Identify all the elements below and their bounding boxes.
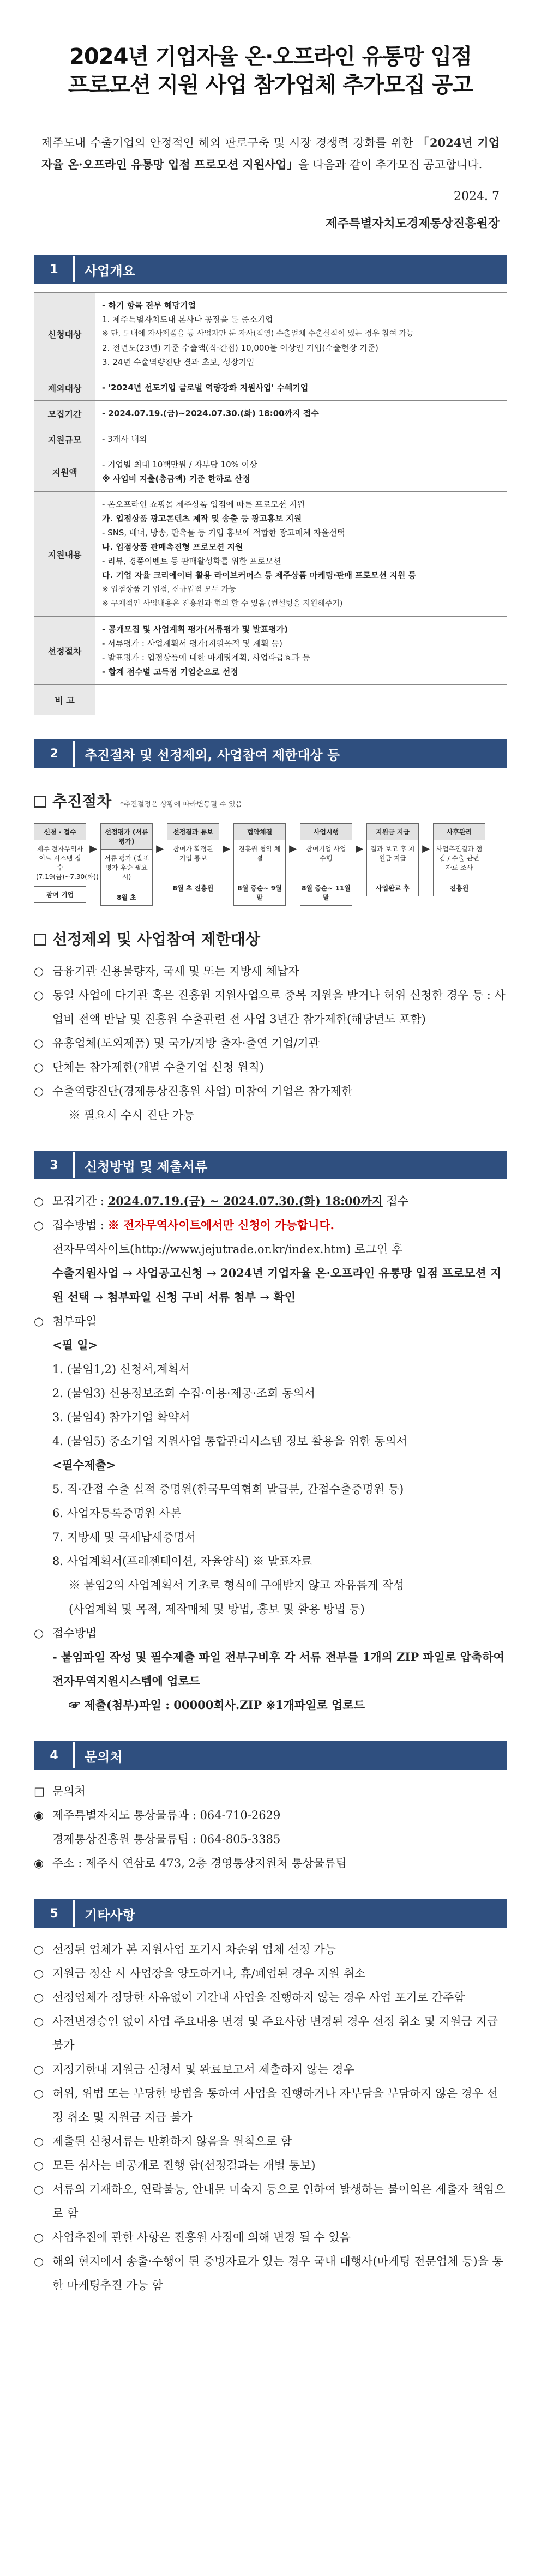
table-row (34, 293, 507, 375)
row-label: 지원액 (34, 452, 95, 492)
application-list (34, 1189, 507, 1717)
circle-bullet-icon: ○ (34, 2231, 44, 2244)
row-line: - 공개모집 및 사업계획 평가(서류평가 및 발표평가) (102, 624, 288, 634)
row-line: 나. 입점상품 판매촉진형 프로모션 지원 (102, 542, 243, 552)
list-item: 2. (붙임3) 신용정보조회 수집·이용·제공·조회 동의서 (52, 1387, 315, 1400)
contact-heading: 문의처 (52, 1785, 86, 1798)
list-item (34, 2057, 507, 2081)
misc-list (34, 1937, 507, 2297)
list-item (34, 1031, 507, 1055)
row-label: 제외대상 (34, 375, 95, 401)
procedure-note: *추진절정은 상황에 따라변동될 수 있음 (120, 801, 243, 809)
arrow-right-icon: ▶ (356, 843, 363, 854)
list-item-text: 제주특별자치도 통상물류과 : 064-710-2629 (52, 1809, 281, 1822)
title-line-1: 2024년 기업자율 온·오프라인 유통망 입점 (69, 44, 472, 69)
list-item (34, 2249, 507, 2297)
row-line: - SNS, 배너, 방송, 판촉물 등 기업 홍보에 적합한 광고매체 자율선택 (102, 528, 345, 538)
row-line: 3. 24년 수출역량진단 결과 초보, 성장기업 (102, 357, 255, 367)
flow-step-foot: 8월 중순~ 11월 말 (300, 880, 352, 905)
section-2-title: 추진절차 및 선정제외, 사업참여 제한대상 등 (73, 741, 506, 767)
flow-step-body: 사업추진결과 점검 / 수출 관련 자료 조사 (436, 845, 483, 871)
list-item (34, 1079, 507, 1103)
row-label: 지원내용 (34, 492, 95, 617)
restriction-title: 선정제외 및 사업참여 제한대상 (52, 930, 260, 948)
table-row (34, 375, 507, 401)
row-value (95, 375, 507, 401)
list-item-text: 수출역량진단(경제통상진흥원 사업) 미참여 기업은 참가제한 (52, 1085, 353, 1098)
flow-step-body: 제주 전자무역사이트 시스템 접수 (7.19(금)~7.30(화)) (36, 845, 99, 881)
flow-step (34, 823, 99, 903)
circle-bullet-icon: ○ (34, 965, 44, 978)
arrow-right-icon: ▶ (289, 843, 297, 854)
zip-line: ☞ 제출(첨부)파일 : 00000회사.ZIP ※1개파일로 업로드 (69, 1698, 365, 1712)
flow-step (233, 823, 286, 906)
flow-step-head: 선정결과 통보 (167, 824, 219, 840)
circle-bullet-icon: ○ (34, 1943, 44, 1956)
list-item-text: 단체는 참가제한(개별 수출기업 신청 원칙) (52, 1061, 264, 1074)
row-label: 모집기간 (34, 401, 95, 426)
flow-step-foot: 8월 중순~ 9월 말 (234, 880, 285, 905)
circle-bullet-icon: ○ (34, 1037, 44, 1050)
circle-bullet-icon: ○ (34, 2087, 44, 2100)
list-item (34, 1055, 507, 1079)
row-label: 선정절차 (34, 617, 95, 685)
circle-bullet-icon: ○ (34, 2255, 44, 2268)
table-row (34, 685, 507, 715)
list-item-text: 해외 현지에서 송출·수행이 된 증빙자료가 있는 경우 국내 대행사(마케팅 전문업체 등)을 통한 마케팅추진 가능 함 (52, 2255, 503, 2292)
submit-line: - 붙임파일 작성 및 필수제출 파일 전부구비후 각 서류 전부를 1개의 ZIP 파일로 압축하여 전자무역지원시스템에 업로드 (52, 1650, 504, 1688)
procedure-title: 추진절차 (52, 792, 112, 810)
row-label: 비 고 (34, 685, 95, 715)
list-item (34, 1213, 507, 1237)
list-item-text: 허위, 위법 또는 부당한 방법을 통하여 사업을 진행하거나 자부담을 부담하지 않은 경우 선정 취소 및 지원금 지급 불가 (52, 2087, 498, 2124)
list-item-text (52, 1213, 334, 1237)
list-item-text: 지정기한내 지원금 신청서 및 완료보고서 제출하지 않는 경우 (52, 2063, 354, 2076)
section-3-number: 3 (35, 1152, 73, 1178)
flow-step (300, 823, 352, 906)
flow-step-foot: 8월 초 진흥원 (167, 880, 219, 896)
list-item-text: 사전변경승인 없이 사업 주요내용 변경 및 주요사항 변경된 경우 선정 취소 및 지원금 지급 불가 (52, 2015, 498, 2052)
row-line: - 리뷰, 경품이벤트 등 판매활성화를 위한 프로모션 (102, 556, 281, 566)
circle-bullet-icon: ○ (34, 1219, 44, 1232)
flow-step (167, 823, 219, 896)
list-item (34, 1621, 507, 1645)
list-note: ※ 필요시 수시 진단 가능 (69, 1109, 195, 1122)
notice-title (34, 0, 507, 99)
circle-bullet-icon: ○ (34, 2063, 44, 2076)
section-5-header (34, 1899, 507, 1928)
table-row (34, 426, 507, 452)
list-item (34, 1985, 507, 2009)
overview-table (34, 292, 507, 715)
list-item (34, 1937, 507, 1961)
circle-bullet-icon: ○ (34, 1085, 44, 1098)
flow-step-foot: 사업완료 후 (367, 880, 418, 896)
flow-step-head: 사업시행 (300, 824, 352, 840)
section-1-header (34, 255, 507, 284)
list-item: 1. (붙임1,2) 신청서,계획서 (52, 1363, 190, 1376)
arrow-right-icon: ▶ (422, 843, 430, 854)
arrow-right-icon: ▶ (156, 843, 164, 854)
list-item-text: 선정업체가 정당한 사유없이 기간내 사업을 진행하지 않는 경우 사업 포기로 간주함 (52, 1991, 465, 2004)
list-item (34, 2129, 507, 2153)
section-2-header (34, 739, 507, 768)
flow-step-body: 참여기업 사업 수행 (306, 845, 346, 862)
row-label: 신청대상 (34, 293, 95, 375)
list-item (34, 2081, 507, 2129)
list-item-text: 모든 심사는 비공개로 진행 함(선정결과는 개별 통보) (52, 2159, 316, 2172)
intro-text-1: 제주도내 수출기업의 안정적인 해외 판로구축 및 시장 경쟁력 강화를 위한 (41, 136, 418, 149)
flow-step-body: 서류 평가 (발표평가 후순 필요 시) (104, 854, 149, 881)
circle-bullet-icon: ○ (34, 1061, 44, 1074)
row-value (95, 617, 507, 685)
list-item-text: 선정된 업체가 본 지원사업 포기시 차순위 업체 선정 가능 (52, 1943, 336, 1956)
flow-step-foot: 8월 초 (101, 889, 152, 905)
contact-list (34, 1779, 507, 1875)
list-note: ※ 붙임2의 사업계획서 기초로 형식에 구애받지 않고 자유롭게 작성 (69, 1579, 405, 1592)
list-item: 3. (붙임4) 참가기업 확약서 (52, 1411, 190, 1424)
list-item (34, 1189, 507, 1213)
section-1-number: 1 (35, 256, 73, 282)
flow-step-body: 참여가 확정된 기업 통보 (173, 845, 213, 862)
period-value: 2024.07.19.(금) ~ 2024.07.30.(화) 18:00까지 (107, 1194, 383, 1208)
site-line: 전자무역사이트(http://www.jejutrade.or.kr/index.htm) 로그인 후 (52, 1243, 402, 1256)
procedure-heading (34, 790, 507, 811)
list-item-text: 유흥업체(도외제품) 및 국가/지방 출자·출연 기업/기관 (52, 1037, 320, 1050)
list-item (34, 2177, 507, 2225)
row-line: 2. 전년도(23년) 기준 수출액(직·간접) 10,000불 이상인 기업(수출현장 기준) (102, 343, 378, 353)
section-4-title: 문의처 (73, 1742, 506, 1768)
list-item: 7. 지방세 및 국세납세증명서 (52, 1531, 196, 1544)
row-line: ※ 입점상품 기 업점, 신규입점 모두 가능 (102, 585, 236, 594)
section-4-header (34, 1741, 507, 1770)
flow-step-head: 지원금 지급 (367, 824, 418, 840)
row-line: - 발표평가 : 입점상품에 대한 마케팅계획, 사업파급효과 등 (102, 653, 310, 663)
circle-bullet-icon: ○ (34, 1627, 44, 1640)
row-line: ※ 단, 도내에 자사제품을 등 사업자만 둔 자사(직영) 수출업체 수출실적이 있는 경우 참여 가능 (102, 329, 414, 338)
submit-label: 접수방법 (52, 1627, 97, 1640)
list-item-text: 지원금 정산 시 사업장을 양도하거나, 휴/폐업된 경우 지원 취소 (52, 1967, 366, 1980)
restriction-heading (34, 928, 507, 949)
row-line: 가. 입점상품 광고콘텐츠 제작 및 송출 등 광고홍보 지원 (102, 514, 302, 523)
list-item: 5. 직·간접 수출 실적 증명원(한국무역협회 발급분, 간접수출증명원 등) (52, 1483, 404, 1496)
flow-step-foot: 진흥원 (434, 880, 485, 896)
list-item-text (52, 1189, 408, 1213)
row-label: 지원규모 (34, 426, 95, 452)
list-item (34, 2153, 507, 2177)
procedure-flow (34, 823, 507, 906)
square-bullet-icon: □ (34, 1785, 45, 1798)
section-3-header (34, 1151, 507, 1179)
section-4-number: 4 (35, 1742, 73, 1768)
flow-step (433, 823, 485, 896)
flow-step (100, 823, 153, 906)
row-line: ※ 구체적인 사업내용은 진흥원과 협의 할 수 있음 (컨설팅을 지원해주기) (102, 599, 343, 608)
circle-bullet-icon: ○ (34, 1967, 44, 1980)
table-row (34, 401, 507, 426)
row-value (95, 401, 507, 426)
list-item: 6. 사업자등록증명원 사본 (52, 1507, 182, 1520)
circle-bullet-icon: ○ (34, 1195, 44, 1208)
list-item-text: 동일 사업에 다기관 혹은 진흥원 지원사업으로 중복 지원을 받거나 허위 신청한 경우 등 : 사업비 전액 반납 및 진흥원 수출관련 전 사업 3년간 참가제한(해당년도 포함) (52, 989, 506, 1026)
circle-bullet-icon: ○ (34, 2015, 44, 2028)
notice-date: 2024. 7 (454, 190, 500, 203)
title-line-2: 프로모션 지원 사업 참가업체 추가모집 공고 (68, 73, 473, 98)
period-tail: 접수 (382, 1195, 409, 1208)
list-item (34, 1803, 507, 1827)
row-value (95, 685, 507, 715)
list-item (34, 1961, 507, 1985)
list-item (34, 1779, 507, 1803)
circle-bullet-icon: ○ (34, 1991, 44, 2004)
list-item: 4. (붙임5) 중소기업 지원사업 통합관리시스템 정보 활용을 위한 동의서 (52, 1435, 407, 1448)
flow-step-head: 신청 · 접수 (34, 824, 86, 840)
row-value (95, 293, 507, 375)
row-line: ※ 사업비 지출(총금액) 기준 한하로 산정 (102, 474, 250, 484)
arrow-right-icon: ▶ (223, 843, 230, 854)
row-line: - 하기 항목 전부 해당기업 (102, 300, 196, 310)
circle-bullet-icon: ○ (34, 2159, 44, 2172)
list-item-text: 사업추진에 관한 사항은 진흥원 사정에 의해 변경 될 수 있음 (52, 2231, 351, 2244)
flow-step-foot: 참여 기업 (34, 886, 86, 902)
table-row (34, 617, 507, 685)
checkbox-square-icon (34, 934, 46, 946)
circle-bullet-icon: ○ (34, 2183, 44, 2196)
method-label: 접수방법 : (52, 1219, 108, 1232)
section-1-title: 사업개요 (73, 256, 506, 282)
table-row (34, 492, 507, 617)
circle-bullet-icon: ○ (34, 2135, 44, 2148)
row-value (95, 492, 507, 617)
list-item-text: 주소 : 제주시 연삼로 473, 2층 경영통상지원처 통상물류팀 (52, 1857, 347, 1870)
row-line: - 2024.07.19.(금)~2024.07.30.(화) 18:00까지 접수 (102, 408, 319, 418)
row-line: 1. 제주특별자치도내 본사나 공장을 둔 중소기업 (102, 315, 273, 324)
flow-step-body: 진흥원 협약 체결 (238, 845, 281, 862)
row-line: - 기업별 최대 10백만원 / 자부담 10% 이상 (102, 460, 257, 470)
table-row (34, 452, 507, 492)
dot-bullet-icon: ◉ (34, 1857, 44, 1870)
list-item-text: 경제통상진흥원 통상물류팀 : 064-805-3385 (52, 1833, 281, 1846)
arrow-right-icon: ▶ (89, 843, 97, 854)
row-line: - 서류평가 : 사업계획서 평가(지원목적 및 계획 등) (102, 639, 282, 648)
row-line: 다. 기업 자율 크리에이터 활용 라이브커머스 등 제주상품 마케팅·판매 프로모션 지원 등 (102, 570, 416, 580)
must-heading: <필수제출> (52, 1458, 116, 1472)
row-line: - '2024년 선도기업 글로벌 역량강화 지원사업' 수혜기업 (102, 383, 309, 393)
list-item (34, 1851, 507, 1875)
circle-bullet-icon: ○ (34, 1315, 44, 1328)
row-line: - 온오프라인 쇼핑몰 제주상품 입점에 따른 프로모션 지원 (102, 499, 305, 509)
intro-text-2: 을 다음과 같이 추가모집 공고합니다. (298, 158, 483, 171)
restriction-list (34, 959, 507, 1127)
circle-bullet-icon: ○ (34, 989, 44, 1002)
list-item (34, 959, 507, 983)
flow-step (366, 823, 419, 896)
period-label: 모집기간 : (52, 1195, 108, 1208)
row-line: - 3개사 내외 (102, 434, 147, 444)
list-note: (사업계획 및 목적, 제작매체 및 방법, 홍보 및 활용 방법 등) (69, 1603, 365, 1616)
row-line: - 합계 점수별 고득점 기업순으로 선정 (102, 667, 238, 677)
list-item (34, 1309, 507, 1333)
path-line: 수출지원사업 → 사업공고신청 → 2024년 기업자율 온·오프라인 유통망 입점 프로모션 지원 선택 → 첨부파일 신청 구비 서류 첨부 → 확인 (52, 1266, 502, 1304)
section-3-title: 신청방법 및 제출서류 (73, 1152, 506, 1178)
intro-paragraph (34, 132, 507, 176)
flow-step-head: 사후관리 (434, 824, 485, 840)
list-item (34, 2225, 507, 2249)
flow-step-body: 결과 보고 후 지원금 지급 (370, 845, 415, 862)
list-item (34, 2009, 507, 2057)
attach-label: 첨부파일 (52, 1315, 97, 1328)
list-item-text: 제출된 신청서류는 반환하지 않음을 원칙으로 함 (52, 2135, 292, 2148)
flow-step-head: 협약체결 (234, 824, 285, 840)
section-2-number: 2 (35, 741, 73, 767)
section-5-number: 5 (35, 1900, 73, 1927)
row-value (95, 452, 507, 492)
required-heading: <필 일> (52, 1338, 98, 1352)
list-item-text: 서류의 기재하오, 연락불능, 안내문 미숙지 등으로 인하여 발생하는 불이익은 제출자 책임으로 함 (52, 2183, 506, 2220)
list-item-text: 금융기관 신용불량자, 국세 및 또는 지방세 체납자 (52, 965, 299, 978)
list-item (34, 983, 507, 1031)
row-value (95, 426, 507, 452)
section-5-title: 기타사항 (73, 1900, 506, 1927)
checkbox-square-icon (34, 796, 46, 808)
method-value: ※ 전자무역사이트에서만 신청이 가능합니다. (107, 1218, 334, 1232)
issuing-organization: 제주특별자치도경제통상진흥원장 (326, 216, 500, 231)
flow-step-head: 선정평가 (서류평가) (101, 824, 152, 850)
list-item: 8. 사업계획서(프레젠테이션, 자율양식) ※ 발표자료 (52, 1555, 312, 1568)
dot-bullet-icon: ◉ (34, 1809, 44, 1822)
intro-highlight: 「2024년 기업자율 온·오프라인 유통망 입점 프로모션 지원사업」 (41, 136, 500, 171)
